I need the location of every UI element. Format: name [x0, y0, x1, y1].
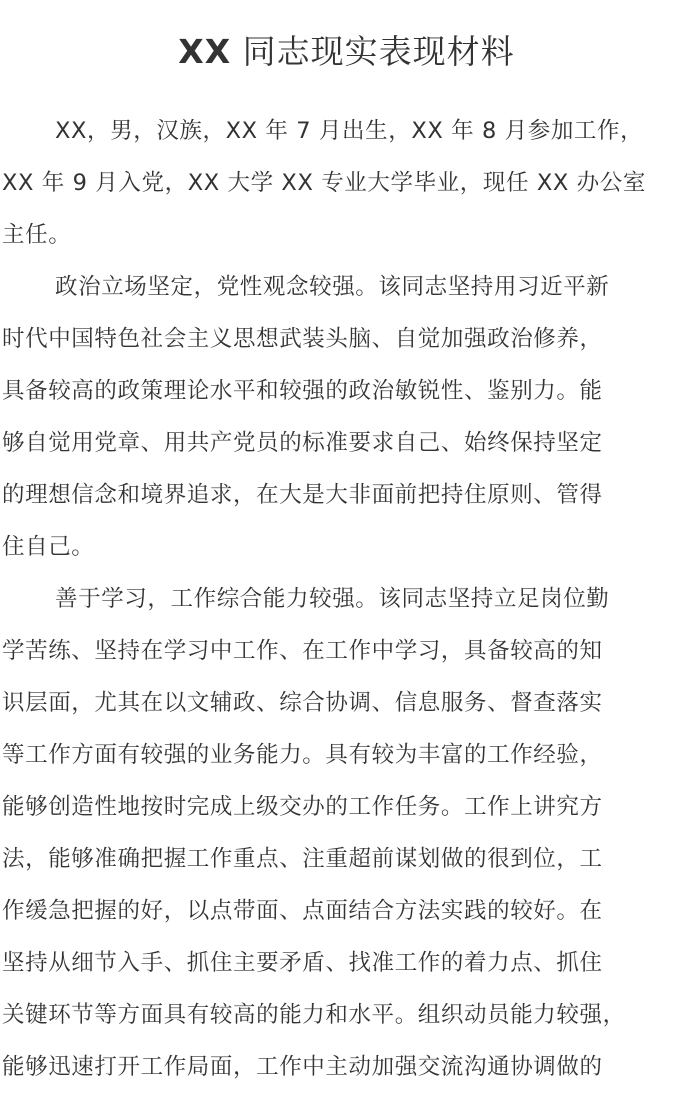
- paragraph-line: 具备较高的政策理论水平和较强的政治敏锐性、鉴别力。能: [2, 378, 603, 404]
- paragraph-line: 住自己。: [2, 534, 95, 560]
- paragraph-line: 关键环节等方面具有较高的能力和水平。组织动员能力较强，: [2, 1002, 626, 1028]
- paragraph-line: 坚持从细节入手、抓住主要矛盾、找准工作的着力点、抓住: [2, 950, 603, 976]
- paragraph-line: 学苦练、坚持在学习中工作、在工作中学习，具备较高的知: [2, 638, 603, 664]
- paragraph-line: 作缓急把握的好，以点带面、点面结合方法实践的较好。在: [2, 898, 603, 924]
- paragraph-line: 能够迅速打开工作局面，工作中主动加强交流沟通协调做的: [2, 1054, 603, 1080]
- document-title: [0, 26, 693, 78]
- title-text: 同志现实表现材料: [231, 32, 515, 71]
- paragraph-line: 善于学习，工作综合能力较强。该同志坚持立足岗位勤: [55, 586, 610, 612]
- title-code: XX: [178, 32, 232, 71]
- paragraph-line: 政治立场坚定，党性观念较强。该同志坚持用习近平新: [55, 274, 610, 300]
- paragraph-line: 识层面，尤其在以文辅政、综合协调、信息服务、督查落实: [2, 690, 603, 716]
- paragraph-line: XX，男，汉族，XX 年 7 月出生，XX 年 8 月参加工作，: [55, 118, 644, 144]
- paragraph-line: 主任。: [2, 222, 72, 248]
- paragraph-line: 时代中国特色社会主义思想武装头脑、自觉加强政治修养，: [2, 326, 603, 352]
- paragraph-line: 法，能够准确把握工作重点、注重超前谋划做的很到位，工: [2, 846, 603, 872]
- paragraph-line: 等工作方面有较强的业务能力。具有较为丰富的工作经验，: [2, 742, 603, 768]
- paragraph-line: 够自觉用党章、用共产党员的标准要求自己、始终保持坚定: [2, 430, 603, 456]
- paragraph-line: 的理想信念和境界追求，在大是大非面前把持住原则、管得: [2, 482, 603, 508]
- paragraph-line: XX 年 9 月入党，XX 大学 XX 专业大学毕业，现任 XX 办公室: [2, 170, 646, 196]
- paragraph-line: 能够创造性地按时完成上级交办的工作任务。工作上讲究方: [2, 794, 603, 820]
